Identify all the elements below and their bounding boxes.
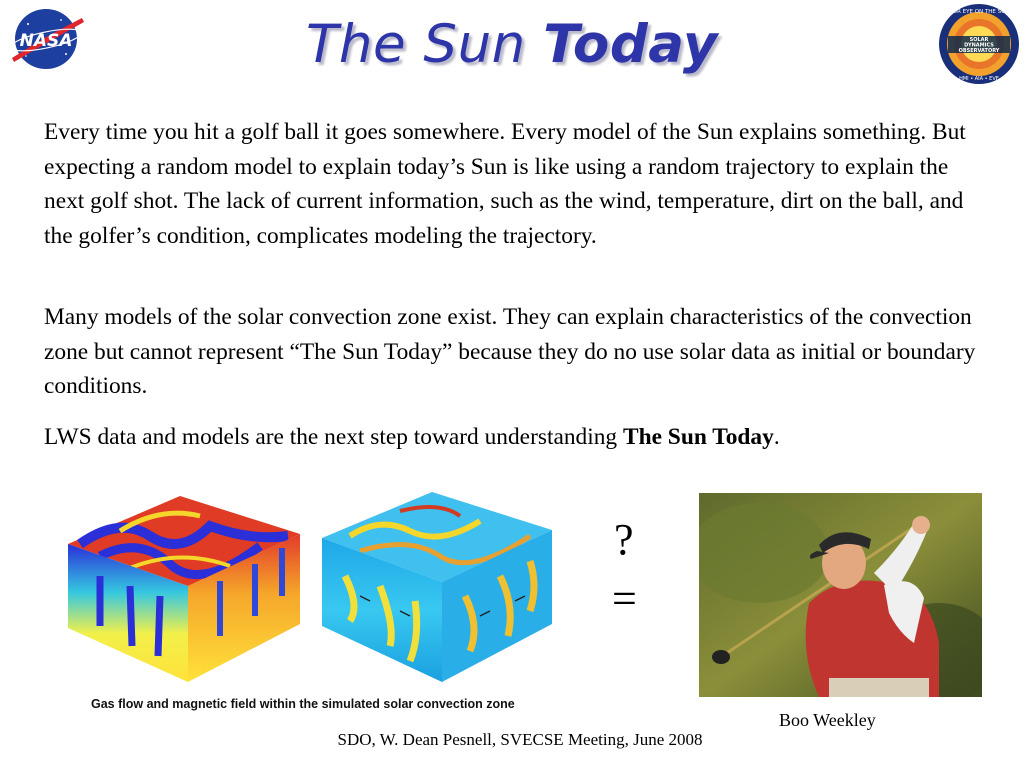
footer-citation: SDO, W. Dean Pesnell, SVECSE Meeting, June 2008 <box>337 730 703 749</box>
paragraph-golf-analogy: Every time you hit a golf ball it goes somewhere. Every model of the Sun explains something. But expecting a random model to explain today’s Sun is like using a random trajectory to explain the next golf shot. The lack of current information, such as the wind, temperature, dirt on the ball, and the golfer’s condition, complicates modeling the trajectory. <box>44 119 966 249</box>
simulation-cube-2 <box>322 492 552 682</box>
title-regular: The Sun <box>306 14 544 75</box>
svg-text:OBSERVATORY: OBSERVATORY <box>958 48 1000 54</box>
svg-text:SOLAR: SOLAR <box>969 37 989 43</box>
paragraph-lws-data: LWS data and models are the next step toward understanding The Sun Today. <box>44 424 780 450</box>
equals-sign: = <box>612 574 637 623</box>
simulation-cube-1 <box>68 496 300 682</box>
paragraph-emphasis: The Sun Today <box>622 424 774 450</box>
title-bold: Today <box>543 14 718 75</box>
figure-caption: Gas flow and magnetic field within the simulated solar convection zone <box>91 697 515 711</box>
question-mark: ? <box>614 515 634 564</box>
page-title <box>0 14 1024 75</box>
sdo-ring-text: OUR EYE ON THE SUN <box>948 9 1010 15</box>
svg-text:DYNAMICS: DYNAMICS <box>964 42 994 49</box>
sdo-bottom-text: HMI • AIA • EVE <box>959 76 999 82</box>
golfer-photo <box>699 493 982 697</box>
photo-caption: Boo Weekley <box>779 710 876 730</box>
convection-simulation-image <box>60 486 560 692</box>
paragraph-convection-models: Many models of the solar convection zone exist. They can explain characteristics of the convection zone but cannot represent “The Sun Today” because they do no use solar data as initial or boundary conditions. <box>44 304 976 399</box>
nasa-logo-text: NASA <box>19 31 73 51</box>
